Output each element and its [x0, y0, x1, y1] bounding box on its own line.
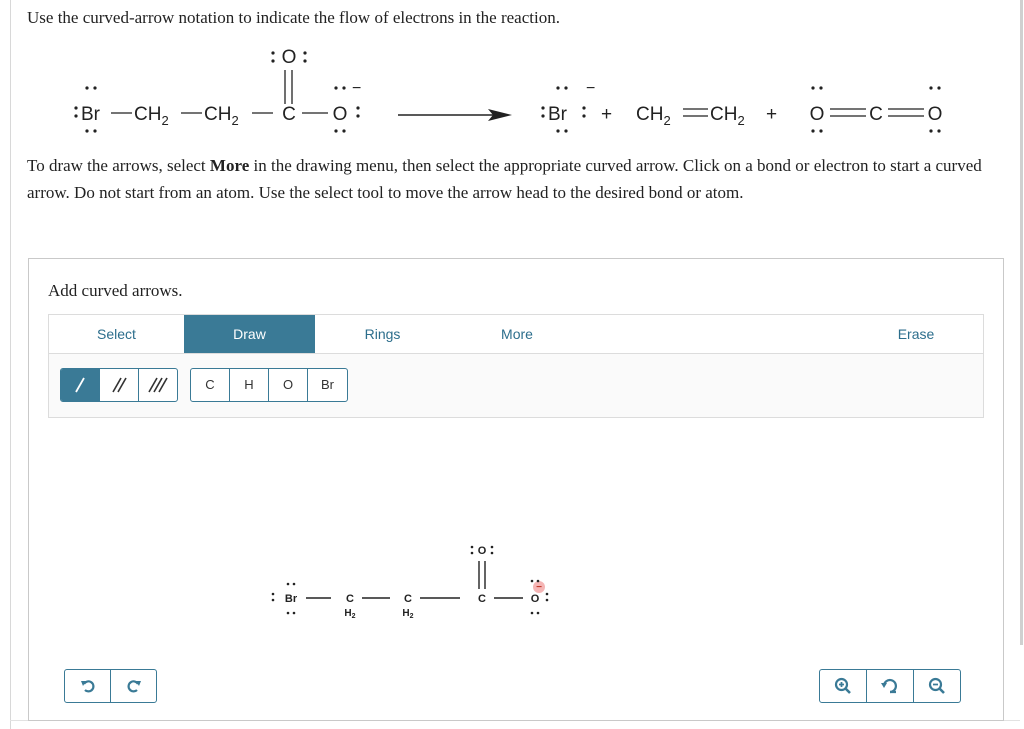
tab-select[interactable]: Select [97, 326, 136, 342]
reactant-bromine: Br [81, 104, 100, 125]
reset-zoom-button[interactable] [867, 670, 914, 702]
reactant-oxide-oxygen: O [332, 104, 348, 125]
product-co2-oxygen-left: O [809, 104, 825, 125]
draw-tools [49, 354, 983, 417]
canvas-carbonyl-carbon[interactable]: C [478, 593, 486, 605]
canvas-carbon-2[interactable]: C [404, 593, 412, 605]
triple-bond-button[interactable] [139, 369, 177, 401]
double-bond-button[interactable] [100, 369, 139, 401]
tab-rings[interactable]: Rings [364, 326, 401, 342]
product-co2-carbon: C [869, 104, 883, 125]
undo-button[interactable] [65, 670, 111, 702]
question-instruction: Use the curved-arrow notation to indicate the flow of electrons in the reaction. [27, 8, 560, 27]
reset-zoom-icon [881, 677, 899, 695]
plus-sign-2: + [766, 104, 778, 125]
atom-button-br[interactable]: Br [321, 377, 334, 392]
zoom-out-button[interactable] [914, 670, 960, 702]
product-co2-oxygen-right: O [927, 104, 943, 125]
redo-icon [126, 678, 142, 694]
triple-bond-icon [139, 369, 177, 401]
panel-title: Add curved arrows. [48, 281, 183, 300]
canvas-h2-2: $H_2$ [402, 608, 414, 620]
canvas-negative-charge: − [536, 582, 542, 593]
history-buttons [64, 669, 157, 703]
drawing-canvas[interactable] [48, 417, 982, 707]
drawing-instructions: To draw the arrows, select More in the drawing menu, then select the appropriate curved arrow. Click on a bond or electron to start a curved arrow. Do not start from an atom. Use the select tool to move the arrow head to the desired bond or atom. [27, 156, 982, 202]
product-bromide: Br [548, 104, 567, 125]
atom-button-h[interactable]: H [230, 369, 269, 401]
drawing-panel [28, 258, 1004, 721]
reaction-scheme [0, 40, 1024, 150]
tab-draw[interactable]: Draw [184, 315, 315, 353]
undo-icon [80, 678, 96, 694]
toolbar-tabs [49, 315, 983, 354]
reactant-negative-charge: − [352, 80, 362, 97]
atom-button-o[interactable]: O [269, 369, 308, 401]
bond-buttons [60, 368, 178, 402]
product-ethene-ch2-a: $CH_2$ [636, 104, 671, 128]
tab-more[interactable]: More [501, 326, 533, 342]
single-bond-icon [61, 369, 99, 401]
canvas-carbon-1[interactable]: C [346, 593, 354, 605]
atom-buttons [190, 368, 348, 402]
double-bond-icon [100, 369, 138, 401]
plus-sign-1: + [601, 104, 613, 125]
canvas-carbonyl-oxygen[interactable]: O [477, 545, 487, 557]
reactant-carbonyl-oxygen: O [281, 47, 297, 68]
zoom-buttons [819, 669, 961, 703]
canvas-h2-1: $H_2$ [344, 608, 356, 620]
canvas-bromine[interactable]: Br [284, 593, 298, 605]
tab-erase[interactable]: Erase [897, 326, 935, 342]
product-bromide-charge: − [586, 80, 596, 97]
zoom-in-button[interactable] [820, 670, 867, 702]
atom-button-c[interactable]: C [191, 369, 230, 401]
zoom-in-icon [834, 677, 852, 695]
reactant-carbonyl-carbon: C [282, 104, 296, 125]
canvas-oxide-oxygen[interactable]: O [530, 593, 540, 605]
drawing-toolbar [48, 314, 984, 418]
product-ethene-ch2-b: $CH_2$ [710, 104, 745, 128]
reactant-ch2-a: $CH_2$ [134, 104, 169, 128]
single-bond-button[interactable] [61, 369, 100, 401]
zoom-out-icon [928, 677, 946, 695]
reactant-ch2-b: $CH_2$ [204, 104, 239, 128]
redo-button[interactable] [111, 670, 156, 702]
